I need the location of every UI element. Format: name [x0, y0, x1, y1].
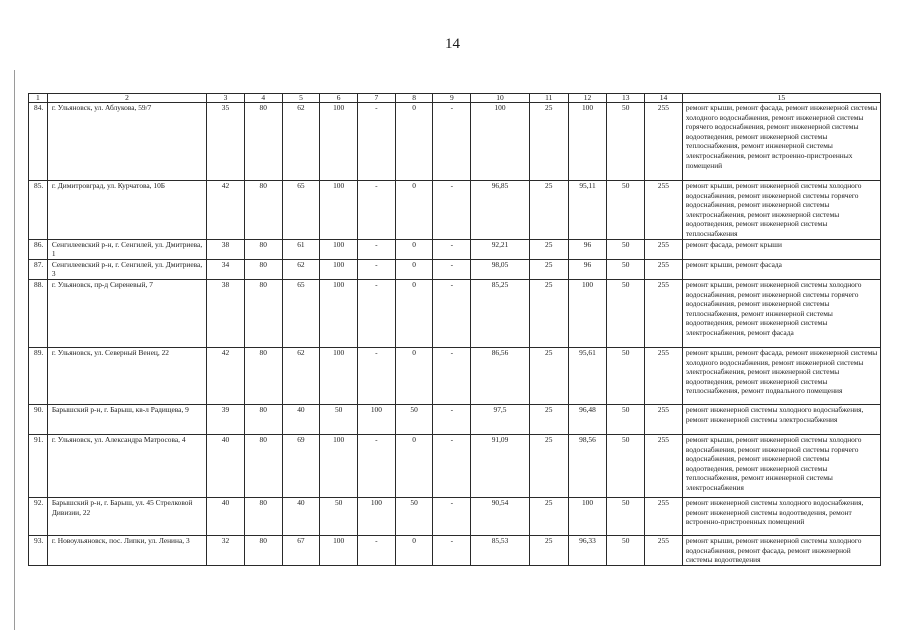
cell-c5: 61 [282, 239, 320, 259]
cell-c7: - [358, 239, 396, 259]
cell-c3: 42 [207, 347, 245, 404]
cell-c10: 91,09 [471, 434, 530, 497]
cell-c14: 255 [645, 497, 683, 535]
cell-c3: 38 [207, 239, 245, 259]
cell-c13: 50 [607, 497, 645, 535]
repair-works-cell: ремонт инженерной системы холодного водоснабжения, ремонт инженерной системы электроснабжения [682, 404, 880, 434]
address-cell: г. Ульяновск, пр-д Сиреневый, 7 [47, 279, 206, 347]
cell-c13: 50 [607, 181, 645, 240]
row-number: 85. [29, 181, 48, 240]
cell-c11: 25 [529, 279, 568, 347]
cell-c4: 80 [244, 279, 282, 347]
cell-c14: 255 [645, 279, 683, 347]
repair-table [28, 93, 881, 566]
cell-c12: 100 [568, 279, 607, 347]
cell-c9: - [433, 279, 471, 347]
cell-c9: - [433, 181, 471, 240]
column-number-row [29, 94, 881, 103]
cell-c10: 92,21 [471, 239, 530, 259]
cell-c11: 25 [529, 181, 568, 240]
cell-c11: 25 [529, 404, 568, 434]
repair-works-cell: ремонт крыши, ремонт инженерной системы холодного водоснабжения, ремонт инженерной системы горячего водоснабжения, ремонт инженерной системы водоотведения, ремонт инженерной системы теплоснабжения, ремонт инженерной системы электроснабжения [682, 434, 880, 497]
cell-c11: 25 [529, 347, 568, 404]
column-number: 5 [282, 94, 320, 103]
column-number: 1 [29, 94, 48, 103]
cell-c9: - [433, 404, 471, 434]
cell-c12: 95,61 [568, 347, 607, 404]
cell-c9: - [433, 239, 471, 259]
address-cell: г. Ульяновск, ул. Александра Матросова, 4 [47, 434, 206, 497]
cell-c8: 50 [395, 497, 433, 535]
cell-c12: 96,33 [568, 535, 607, 565]
repair-works-cell: ремонт крыши, ремонт фасада, ремонт инженерной системы холодного водоснабжения, ремонт инженерной системы горячего водоснабжения, ремонт инженерной системы водоотведения, ремонт инженерной системы теплоснабжения, ремонт инженерной системы электроснабжения, ремонт встроенно-пристроенных помещений [682, 103, 880, 181]
cell-c3: 38 [207, 279, 245, 347]
column-number: 12 [568, 94, 607, 103]
address-cell: г. Ульяновск, ул. Северный Венец, 22 [47, 347, 206, 404]
cell-c10: 96,85 [471, 181, 530, 240]
repair-works-cell: ремонт крыши, ремонт фасада [682, 259, 880, 279]
cell-c9: - [433, 259, 471, 279]
row-number: 93. [29, 535, 48, 565]
table-row [29, 181, 881, 240]
cell-c7: - [358, 181, 396, 240]
cell-c10: 97,5 [471, 404, 530, 434]
cell-c10: 85,53 [471, 535, 530, 565]
cell-c6: 100 [320, 181, 358, 240]
cell-c8: 0 [395, 181, 433, 240]
column-number: 3 [207, 94, 245, 103]
cell-c5: 62 [282, 347, 320, 404]
column-number: 15 [682, 94, 880, 103]
cell-c8: 0 [395, 434, 433, 497]
cell-c6: 100 [320, 347, 358, 404]
cell-c5: 40 [282, 404, 320, 434]
cell-c4: 80 [244, 404, 282, 434]
cell-c13: 50 [607, 103, 645, 181]
column-number: 13 [607, 94, 645, 103]
cell-c4: 80 [244, 239, 282, 259]
address-cell: г. Новоульяновск, пос. Липки, ул. Ленина, 3 [47, 535, 206, 565]
cell-c3: 39 [207, 404, 245, 434]
cell-c13: 50 [607, 279, 645, 347]
cell-c9: - [433, 434, 471, 497]
cell-c11: 25 [529, 239, 568, 259]
cell-c4: 80 [244, 347, 282, 404]
cell-c6: 100 [320, 259, 358, 279]
cell-c8: 0 [395, 535, 433, 565]
cell-c10: 90,54 [471, 497, 530, 535]
table-row [29, 404, 881, 434]
cell-c12: 98,56 [568, 434, 607, 497]
cell-c10: 100 [471, 103, 530, 181]
cell-c7: - [358, 279, 396, 347]
row-number: 87. [29, 259, 48, 279]
cell-c6: 50 [320, 497, 358, 535]
cell-c12: 100 [568, 497, 607, 535]
cell-c9: - [433, 535, 471, 565]
cell-c9: - [433, 347, 471, 404]
cell-c13: 50 [607, 535, 645, 565]
cell-c11: 25 [529, 434, 568, 497]
cell-c5: 62 [282, 103, 320, 181]
address-cell: Барышский р-н, г. Барыш, кв-л Радищева, 9 [47, 404, 206, 434]
cell-c5: 65 [282, 181, 320, 240]
cell-c13: 50 [607, 434, 645, 497]
cell-c4: 80 [244, 497, 282, 535]
column-number: 11 [529, 94, 568, 103]
scan-margin-line [14, 70, 15, 630]
address-cell: Сенгилеевский р-н, г. Сенгилей, ул. Дмитриева, 1 [47, 239, 206, 259]
cell-c6: 100 [320, 239, 358, 259]
cell-c5: 62 [282, 259, 320, 279]
cell-c8: 0 [395, 259, 433, 279]
cell-c12: 95,11 [568, 181, 607, 240]
cell-c14: 255 [645, 347, 683, 404]
cell-c14: 255 [645, 103, 683, 181]
cell-c6: 100 [320, 103, 358, 181]
cell-c7: - [358, 259, 396, 279]
address-cell: Барышский р-н, г. Барыш, ул. 45 Стрелковой Дивизии, 22 [47, 497, 206, 535]
cell-c7: - [358, 535, 396, 565]
cell-c14: 255 [645, 239, 683, 259]
column-number: 8 [395, 94, 433, 103]
cell-c6: 100 [320, 535, 358, 565]
cell-c13: 50 [607, 404, 645, 434]
cell-c9: - [433, 497, 471, 535]
cell-c8: 0 [395, 279, 433, 347]
address-cell: Сенгилеевский р-н, г. Сенгилей, ул. Дмитриева, 3 [47, 259, 206, 279]
table-row [29, 103, 881, 181]
table-row [29, 434, 881, 497]
column-number: 14 [645, 94, 683, 103]
cell-c4: 80 [244, 103, 282, 181]
cell-c4: 80 [244, 259, 282, 279]
repair-works-cell: ремонт крыши, ремонт инженерной системы холодного водоснабжения, ремонт инженерной системы горячего водоснабжения, ремонт инженерной системы теплоснабжения, ремонт инженерной системы водоотведения, ремонт инженерной системы электроснабжения, ремонт фасада [682, 279, 880, 347]
cell-c6: 100 [320, 279, 358, 347]
cell-c8: 0 [395, 239, 433, 259]
column-number: 4 [244, 94, 282, 103]
cell-c8: 0 [395, 103, 433, 181]
table-row [29, 347, 881, 404]
cell-c7: 100 [358, 404, 396, 434]
cell-c5: 69 [282, 434, 320, 497]
cell-c14: 255 [645, 181, 683, 240]
cell-c13: 50 [607, 239, 645, 259]
cell-c14: 255 [645, 404, 683, 434]
address-cell: г. Ульяновск, ул. Аблукова, 59/7 [47, 103, 206, 181]
row-number: 91. [29, 434, 48, 497]
cell-c14: 255 [645, 259, 683, 279]
cell-c4: 80 [244, 434, 282, 497]
cell-c12: 96 [568, 239, 607, 259]
repair-works-cell: ремонт инженерной системы холодного водоснабжения, ремонт инженерной системы водоотведения, ремонт встроенно-пристроенных помещений [682, 497, 880, 535]
cell-c9: - [433, 103, 471, 181]
column-number: 6 [320, 94, 358, 103]
row-number: 90. [29, 404, 48, 434]
repair-works-cell: ремонт крыши, ремонт фасада, ремонт инженерной системы холодного водоснабжения, ремонт инженерной системы электроснабжения, ремонт инженерной системы водоотведения, ремонт инженерной системы теплоснабжения, ремонт подвального помещения [682, 347, 880, 404]
cell-c11: 25 [529, 497, 568, 535]
cell-c11: 25 [529, 103, 568, 181]
cell-c10: 85,25 [471, 279, 530, 347]
row-number: 89. [29, 347, 48, 404]
cell-c14: 255 [645, 535, 683, 565]
cell-c10: 98,05 [471, 259, 530, 279]
repair-works-cell: ремонт фасада, ремонт крыши [682, 239, 880, 259]
repair-works-cell: ремонт крыши, ремонт инженерной системы холодного водоснабжения, ремонт фасада, ремонт инженерной системы водоотведения [682, 535, 880, 565]
table-body [29, 94, 881, 566]
column-number: 7 [358, 94, 396, 103]
row-number: 84. [29, 103, 48, 181]
cell-c7: - [358, 434, 396, 497]
cell-c11: 25 [529, 259, 568, 279]
cell-c5: 40 [282, 497, 320, 535]
cell-c13: 50 [607, 347, 645, 404]
cell-c5: 65 [282, 279, 320, 347]
cell-c7: - [358, 347, 396, 404]
table-row [29, 239, 881, 259]
cell-c12: 96,48 [568, 404, 607, 434]
cell-c3: 40 [207, 497, 245, 535]
cell-c7: 100 [358, 497, 396, 535]
table-row [29, 259, 881, 279]
cell-c4: 80 [244, 181, 282, 240]
cell-c8: 0 [395, 347, 433, 404]
cell-c3: 40 [207, 434, 245, 497]
cell-c10: 86,56 [471, 347, 530, 404]
column-number: 10 [471, 94, 530, 103]
cell-c8: 50 [395, 404, 433, 434]
cell-c6: 100 [320, 434, 358, 497]
page-number: 14 [445, 36, 460, 52]
column-number: 2 [47, 94, 206, 103]
cell-c14: 255 [645, 434, 683, 497]
repair-works-cell: ремонт крыши, ремонт инженерной системы холодного водоснабжения, ремонт инженерной системы горячего водоснабжения, ремонт инженерной системы электроснабжения, ремонт инженерной системы водоотведения, ремонт инженерной системы теплоснабжения [682, 181, 880, 240]
cell-c13: 50 [607, 259, 645, 279]
cell-c3: 32 [207, 535, 245, 565]
cell-c12: 96 [568, 259, 607, 279]
cell-c5: 67 [282, 535, 320, 565]
cell-c3: 35 [207, 103, 245, 181]
cell-c3: 42 [207, 181, 245, 240]
column-number: 9 [433, 94, 471, 103]
row-number: 86. [29, 239, 48, 259]
table-row [29, 279, 881, 347]
cell-c12: 100 [568, 103, 607, 181]
table-row [29, 497, 881, 535]
table-row [29, 535, 881, 565]
cell-c6: 50 [320, 404, 358, 434]
cell-c4: 80 [244, 535, 282, 565]
row-number: 88. [29, 279, 48, 347]
cell-c11: 25 [529, 535, 568, 565]
address-cell: г. Димитровград, ул. Курчатова, 10Б [47, 181, 206, 240]
row-number: 92. [29, 497, 48, 535]
cell-c3: 34 [207, 259, 245, 279]
cell-c7: - [358, 103, 396, 181]
